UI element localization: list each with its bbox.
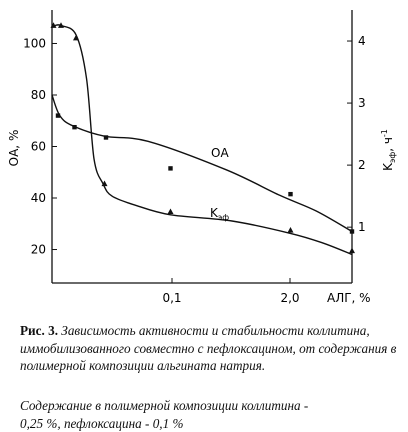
series-label-keff-sub: эф xyxy=(217,213,230,222)
series-label-oa: ОА xyxy=(211,146,229,160)
y-left-tick-label: 100 xyxy=(23,36,46,51)
data-point-oa xyxy=(350,229,354,233)
y-left-axis-label: ОА, % xyxy=(7,129,21,167)
chart-labels xyxy=(7,34,397,305)
y-right-axis-label xyxy=(380,129,397,171)
data-point-keff xyxy=(349,248,355,254)
figure-caption xyxy=(20,322,400,375)
data-point-oa xyxy=(104,135,108,139)
data-point-oa xyxy=(72,125,76,129)
data-point-oa xyxy=(168,166,172,170)
y-right-label-sub: эф xyxy=(388,151,397,164)
y-right-tick-label: 3 xyxy=(358,96,366,111)
data-point-keff xyxy=(168,208,174,214)
series-label-keff xyxy=(210,206,229,222)
data-point-oa xyxy=(56,113,60,117)
chart-curves xyxy=(52,25,352,255)
y-right-tick-label: 4 xyxy=(358,34,366,49)
caption-text: Зависимость активности и стабильности коллитина, иммобилизованного совместно с пефлоксацином, от содержания в полимерной композиции альгината натрия. xyxy=(20,323,397,373)
y-right-label-unit: , ч xyxy=(381,137,395,152)
series-line-oa xyxy=(52,95,352,232)
y-left-tick-label: 80 xyxy=(30,87,46,102)
y-right-label-sup: -1 xyxy=(380,129,389,138)
y-right-tick-label: 2 xyxy=(358,158,366,173)
y-right-tick-label: 1 xyxy=(358,220,366,235)
series-label-keff-main: K xyxy=(210,206,218,220)
caption-note xyxy=(20,397,400,432)
y-left-tick-label: 40 xyxy=(30,191,46,206)
x-axis-label: АЛГ, % xyxy=(327,291,371,305)
series-line-keff xyxy=(55,25,352,255)
y-left-tick-label: 20 xyxy=(30,242,46,257)
data-point-keff xyxy=(73,35,79,41)
data-point-oa xyxy=(288,192,292,196)
y-left-tick-label: 60 xyxy=(30,139,46,154)
x-tick-label: 0,1 xyxy=(162,291,182,305)
caption-note-line2: 0,25 %, пефлоксацина - 0,1 % xyxy=(20,415,184,431)
caption-label: Рис. 3. xyxy=(20,323,58,338)
chart-axes xyxy=(52,10,352,283)
caption-note-line1: Содержание в полимерной композиции коллитина - xyxy=(20,398,309,413)
y-right-label-main: K xyxy=(381,163,395,171)
data-point-keff xyxy=(288,227,294,233)
x-tick-label: 2,0 xyxy=(280,291,300,305)
